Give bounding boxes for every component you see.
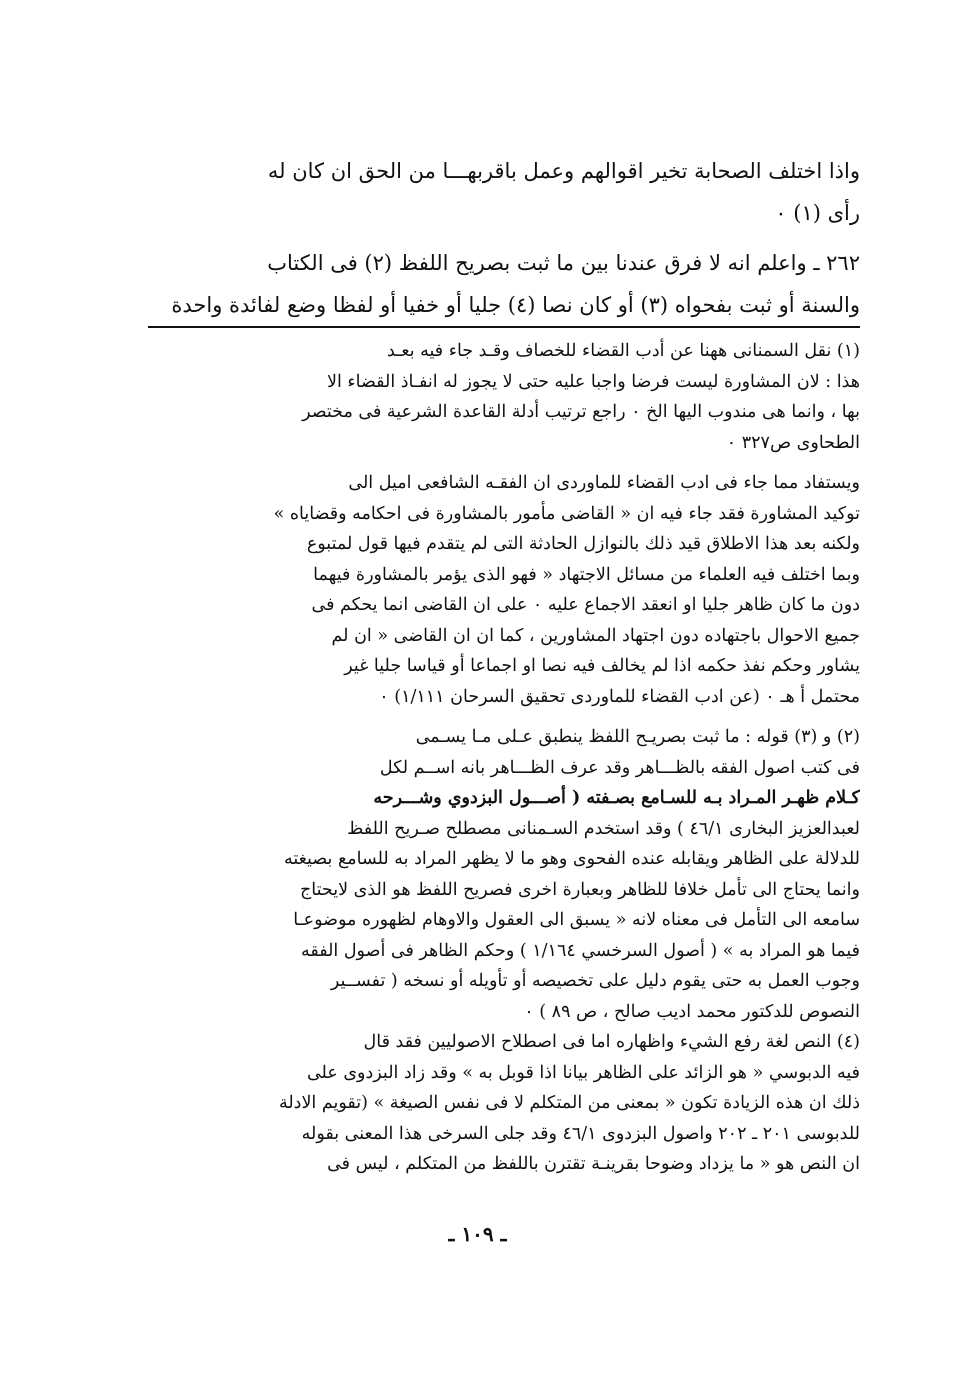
- footnote-2-3-line: للدلالة على الظاهر ويقابله عنده الفحوى وهو ما لا يظهر المراد به للسامع بصيغته: [283, 849, 860, 869]
- footnote-2-3-line: سامعه الى التأمل فى معناه لانه « يسبق الى العقول والاوهام لظهوره موضوعـا: [293, 910, 860, 930]
- footnote-1b-line: جميع الاحوال باجتهاده دون اجتهاد المشاورين ، كما ان ان القاضى « ان لم: [331, 625, 860, 646]
- footnote-1b-line: توكيد المشاورة فقد جاء فيه ان « القاضى مأمور بالمشاورة فى احكامه وقضاياه »: [273, 503, 860, 524]
- footnote-4-line: فيه الدبوسي « هو الزائد على الظاهر بيانا اذا قوبل به » وقد زاد البزدوى على: [306, 1062, 860, 1083]
- paragraph-gap: [140, 234, 860, 242]
- footnote-1b-line: وبما اختلف فيه العلماء من مسائل الاجتهاد « فهو الذى يؤمر بالمشاورة فيهما: [313, 564, 860, 585]
- footnote-gap: [140, 712, 860, 722]
- main-text-line: واذا اختلف الصحابة تخير اقوالهم وعمل باقربهـــا من الحق ان كان له: [267, 159, 860, 183]
- footnote-1-line: (١) نقل السمنانى ههنا عن أدب القضاء للخصاف وقـد جاء فيه بعـد: [386, 341, 860, 361]
- footnote-2-3-line: وانما يحتاج الى تأمل خلافا للظاهر وبعبارة اخرى فصريح اللفظ هو الذى لايحتاج: [300, 879, 860, 900]
- footnote-1-line: الطحاوى ص٣٢٧ ٠: [726, 432, 860, 453]
- footnote-2-3-line: النصوص للدكتور محمد اديب صالح ، ص ٨٩ ) ٠: [524, 1001, 860, 1022]
- footnote-1b-line: ولكنه بعد هذا الاطلاق قيد ذلك بالنوازل الحادثة التى لم يتقدم فيها قول لمتبوع: [306, 534, 860, 554]
- page-number: ـ ١٠٩ ـ: [448, 1222, 507, 1246]
- footnote-2-3-line: كـلام ظهـر المـراد بـه للسـامع بصـفته ( أصـــول البزدوي وشـــرحه: [373, 788, 860, 808]
- footnote-gap: [140, 458, 860, 468]
- footnote-1b-line: يشاور وحكم نفذ حكمه اذا لم يخالف فيه نصا او اجماعا أو قياسا جليا غير: [344, 656, 860, 676]
- footnotes: [140, 336, 860, 1180]
- footnote-2-3-line: وجوب العمل به حتى يقوم دليل على تخصيصه أو تأويله أو نسخه ( تفســير: [330, 971, 860, 991]
- footnote-4-line: (٤) النص لغة رفع الشيء واظهاره اما فى اصطلاح الاصوليين فقد قال: [363, 1032, 860, 1052]
- footnote-2-3-line: لعبدالعزيز البخارى ٤٦/١ ) وقد استخدم السـمنانى مصطلح صـريح اللفظ: [347, 818, 860, 839]
- footnote-4-line: ذلك ان هذه الزيادة تكون « بمعنى من المتكلم لا فى نفس الصيغة » (تقويم الادلة: [278, 1093, 860, 1113]
- footnote-1-line: بها ، وانما هى مندوب اليها الخ ٠ راجع ترتيب أدلة القاعدة الشرعية فى مختصر: [302, 402, 860, 422]
- footnote-1b-line: محتمل أ هـ ٠ (عن ادب القضاء للماوردى تحقيق السرحان ١/١١١) ٠: [379, 686, 860, 707]
- main-text-line: رأى (١) ٠: [775, 201, 860, 225]
- footnote-1b-line: دون ما كان ظاهر جليا او انعقد الاجماع عليه ٠ على ان القاضى انما يحكم فى: [311, 595, 860, 615]
- footnote-2-3-line: فيما هو المراد به » ( أصول السرخسي ١/١٦٤ ) وحكم الظاهر فى أصول الفقه: [301, 940, 860, 961]
- main-text-line: ٢٦٢ ـ واعلم انه لا فرق عندنا بين ما ثبت بصريح اللفظ (٢) فى الكتاب: [267, 251, 860, 275]
- footnote-4-line: للدبوسى ٢٠١ ـ ٢٠٢ واصول البزدوى ٤٦/١ وقد جلى السرخى هذا المعنى بقوله: [301, 1123, 860, 1144]
- main-text: [140, 150, 860, 326]
- main-text-line: والسنة أو ثبت بفحواه (٣) أو كان نصا (٤) جليا أو خفيا أو لفظا وضع لفائدة واحدة: [171, 293, 860, 317]
- footnote-1b-line: ويستفاد مما جاء فى ادب القضاء للماوردى ان الفقـه الشافعى اميل الى: [348, 473, 860, 493]
- footnote-2-3-line: (٢) و (٣) قوله : ما ثبت بصريـح اللفظ ينطبق عـلى مـا يسـمى: [415, 727, 860, 747]
- footnote-4-line: ان النص هو « ما يزداد وضوحا بقرينـة تقترن باللفظ من المتكلم ، ليس فى: [327, 1154, 860, 1174]
- footnote-2-3-line: فى كتب اصول الفقه بالظـــاهر وقد عرف الظـــاهر بانه اســم لكل: [379, 757, 860, 778]
- footnote-divider: [148, 326, 860, 328]
- footnote-1-line: هذا : لان المشاورة ليست فرضا واجبا عليه حتى لا يجوز له انفـاذ القضاء الا: [327, 371, 860, 392]
